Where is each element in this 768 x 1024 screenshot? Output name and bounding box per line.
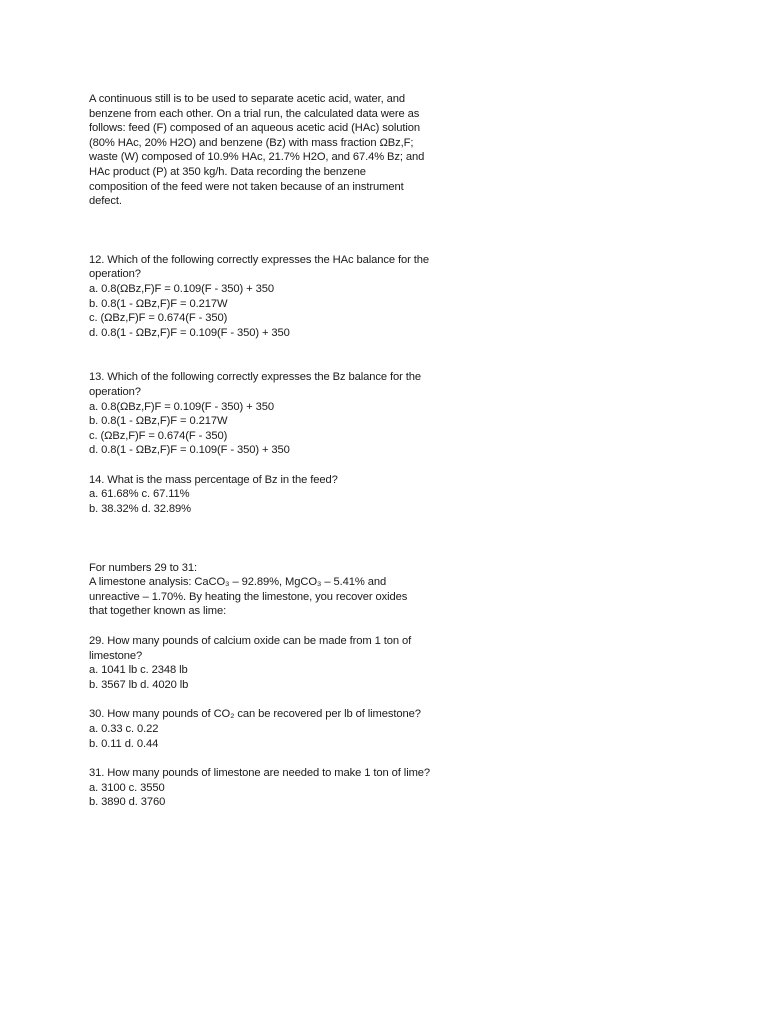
choices-a-c: a. 0.33 c. 0.22: [89, 723, 159, 735]
intro-line: that together known as lime:: [89, 605, 227, 618]
question-12: [89, 253, 429, 341]
intro-line: follows: feed (F) composed of an aqueous acetic acid (HAc) solution: [89, 122, 420, 135]
choices-b-d: b. 38.32% d. 32.89%: [89, 503, 191, 516]
question-stem: 29. How many pounds of calcium oxide can be made from 1 ton of: [89, 635, 412, 648]
spacer: [89, 692, 429, 707]
choices-b-d: b. 3890 d. 3760: [89, 796, 166, 809]
spacer: [89, 619, 429, 634]
choices-a-c: a. 1041 lb c. 2348 lb: [89, 664, 188, 677]
choice-b: b. 0.8(1 - ΩBz,F)F = 0.217W: [89, 297, 228, 310]
question-stem: 13. Which of the following correctly expresses the Bz balance for the: [89, 371, 422, 384]
spacer: [89, 340, 429, 370]
intro-line: waste (W) composed of 10.9% HAc, 21.7% H2O, and 67.4% Bz; and: [89, 151, 425, 164]
spacer: [89, 517, 429, 561]
choice-d: d. 0.8(1 - ΩBz,F)F = 0.109(F - 350) + 350: [89, 326, 290, 339]
question-stem: limestone?: [89, 649, 143, 662]
choice-b: b. 0.8(1 - ΩBz,F)F = 0.217W: [89, 415, 228, 428]
question-29: [89, 634, 429, 692]
limestone-intro: [89, 561, 429, 619]
document-page: [89, 92, 429, 810]
choice-c: c. (ΩBz,F)F = 0.674(F - 350): [89, 312, 228, 325]
intro-line: HAc product (P) at 350 kg/h. Data recording the benzene: [89, 165, 366, 178]
question-14: [89, 473, 429, 517]
question-stem: 14. What is the mass percentage of Bz in the feed?: [89, 473, 338, 486]
spacer: [89, 751, 429, 766]
choice-d: d. 0.8(1 - ΩBz,F)F = 0.109(F - 350) + 350: [89, 444, 290, 457]
question-stem: 12. Which of the following correctly expresses the HAc balance for the: [89, 253, 429, 266]
intro-line: A continuous still is to be used to separate acetic acid, water, and: [89, 93, 405, 105]
intro-line: defect.: [89, 195, 122, 208]
problem-intro-paragraph: [89, 92, 429, 209]
spacer: [89, 458, 429, 473]
choices-b-d: b. 3567 lb d. 4020 lb: [89, 678, 189, 691]
question-stem: operation?: [89, 268, 141, 281]
intro-line: A limestone analysis: CaCO₃ – 92.89%, MgCO₃ – 5.41% and: [89, 576, 387, 589]
intro-line: composition of the feed were not taken because of an instrument: [89, 180, 404, 193]
choices-b-d: b. 0.11 d. 0.44: [89, 737, 159, 750]
spacer: [89, 209, 429, 253]
choice-a: a. 0.8(ΩBz,F)F = 0.109(F - 350) + 350: [89, 282, 274, 295]
question-13: [89, 370, 429, 458]
intro-line: (80% HAc, 20% H2O) and benzene (Bz) with mass fraction ΩBz,F;: [89, 136, 414, 149]
choice-a: a. 0.8(ΩBz,F)F = 0.109(F - 350) + 350: [89, 400, 274, 413]
question-stem: operation?: [89, 385, 141, 398]
question-30: [89, 707, 429, 751]
intro-line: benzene from each other. On a trial run, the calculated data were as: [89, 107, 420, 120]
intro-line: unreactive – 1.70%. By heating the limestone, you recover oxides: [89, 590, 408, 603]
choices-a-c: a. 3100 c. 3550: [89, 781, 165, 794]
section-heading: For numbers 29 to 31:: [89, 561, 197, 574]
question-stem: 30. How many pounds of CO₂ can be recovered per lb of limestone?: [89, 708, 421, 721]
choices-a-c: a. 61.68% c. 67.11%: [89, 488, 190, 501]
choice-c: c. (ΩBz,F)F = 0.674(F - 350): [89, 429, 228, 442]
question-stem: 31. How many pounds of limestone are needed to make 1 ton of lime?: [89, 767, 431, 780]
question-31: [89, 766, 429, 810]
